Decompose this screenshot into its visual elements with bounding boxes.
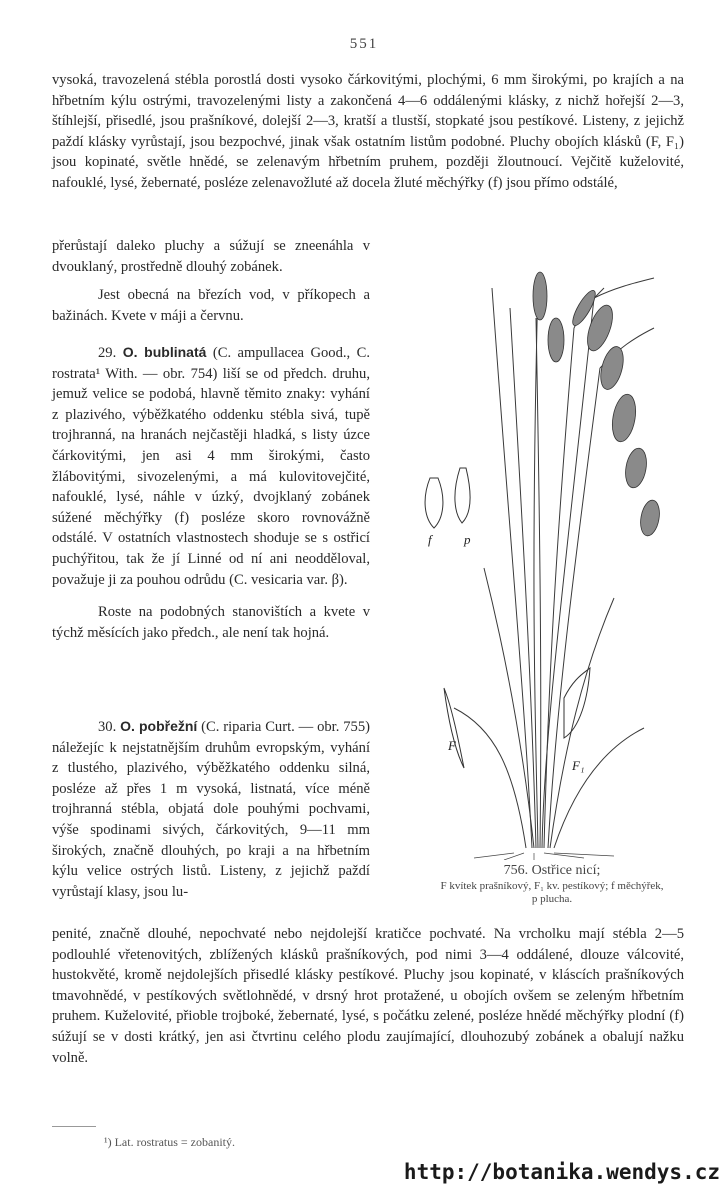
species-29-number: 29. (98, 345, 117, 361)
footnote: ¹) Lat. rostratus = zobanitý. (104, 1135, 235, 1149)
species-30-text-left: (C. riparia Curt. — obr. 755) náležejíc k nejstatnějším druhům evropským, vyhání z tlustého, plazivého, výběžkatého oddenku silná, posléze až přes 1 m vysoká, listnatá, více méně trojhranná stébla, objatá dole pouhými pochvami, výše spodinami sivých, čárkovitých, 9—11 mm širokých, značně dlouhých, po kraji a na hřbetním kýlu velice ostrých listů. Listeny, z jejichž paždí vyrůstají klasy, jsou lu- (52, 719, 370, 900)
leaf-stroke (492, 288, 532, 848)
left-column-upper (52, 236, 370, 326)
species-29-name: O. bublinatá (122, 344, 207, 360)
intro-paragraph (52, 70, 684, 194)
glume-detail (455, 468, 470, 523)
caption-line-2: p plucha. (531, 893, 573, 905)
intro-continuation: přerůstají daleko pluchy a súžují se zneenáhla v dvouklaný, prostředně dlouhý zobánek. (52, 238, 370, 275)
species-29-text: (C. ampullacea Good., C. rostrata¹ With. — obr. 754) liší se od předch. druhu, jemuž velice se podobá, hlavně těmito znaky: vyhání z plazivého, výběžkatého oddenku stébla sivá, tupě trojhranná, na hranách nejčastěji hladká, s listy úzce čárkovitými, jen asi 4 mm širokými, často žlábovitými, sivozelenými, a má kulovitovejčité, nafouklé, lysé, náhle v úzký, dvojklaný zobánek súžené měchýřky (f) posléze skoro rovnovážně odstálé. V ostatních vlastnostech shoduje se s ostřicí puchýřitou, tak že jí Linné od ní ani neodděloval, považuje ji za pouhou odrůdu (C. vesicaria var. β). (52, 345, 370, 588)
label-F: F (448, 738, 456, 753)
figure-caption (402, 862, 702, 906)
intro-text: vysoká, travozelená stébla porostlá dosti vysoko čárkovitými, plochými, 6 mm širokými, po krajích a na hřbetním kýlu ostrými, travozelenými listy a zakončená 4—6 oddálenými klásky, z nichž hořejší 2—3, štíhlejší, přisedlé, jsou prašníkové, dolejší 2—3, kratší a tlustší, stopkaté jsou pestíkové. Listeny, z jejichž paždí klásky vyrůstají, jsou bezpochvé, jinak však ostatním listům podobné. Pluchy obojích klásků (F, F₁) jsou kopinaté, světle hnědé, se zelenavým hřbetním pruhem, později žloutnoucí. Vejčitě kuželovité, nafouklé, lysé, žebernaté, posléze zelenavožluté až docela žluté měchýřky (f) jsou přímo odstálé, (52, 72, 684, 191)
species-30-block (52, 716, 370, 902)
watermark-url: http://botanika.wendys.cz (403, 1160, 720, 1184)
footnote-rule (52, 1126, 96, 1127)
species-29-block (52, 342, 370, 643)
species-30-name: O. pobřežní (120, 718, 198, 734)
caption-title: 756. Ostřice nicí; (503, 863, 601, 878)
page-number: 551 (349, 36, 379, 52)
species-30-text-full: penité, značně dlouhé, nepochvaté nebo nejdolejší kratičce pochvaté. Na vrcholku mají stébla 2—5 podlouhlé vřetenovitých, zblížených klásků prašníkových, pod nimi 3—4 oddálené, dlouze válcovité, hustokvěté, kromě nejdolejších přisedlé klásky pestíkové. Pluchy jsou kopinaté, v kláscích prašníkových tmavohnědé, v pestíkových světlohnědé, v drsný hrot protažené, u obojích ovšem se zeleným hřbetním pruhem. Kuželovité, přioble trojboké, žebernaté, lysé, s počátku zelené, posléze hnědé měchýřky plodní (f) súžují se v dosti krátký, jen asi čtvrtinu celého plodu zaujímající, dlouhozubý zobánek a obalují nažku volně. (52, 926, 684, 1066)
botanical-illustration (414, 268, 696, 860)
species-29-habitat: Roste na podobných stanovištích a kvete v týchž měsících jako předch., ale není tak hojná. (52, 604, 370, 641)
species-30-number: 30. (98, 719, 117, 735)
label-p: p (464, 532, 471, 547)
species-30-continuation (52, 924, 684, 1068)
sedge-drawing (414, 268, 696, 860)
caption-line-1: F kvítek prašníkový, F₁ kv. pestíkový; f měchýřek, (440, 880, 664, 892)
label-F1: F₁ (572, 758, 585, 773)
utricle-detail (425, 478, 443, 528)
label-f: f (428, 532, 432, 547)
habitat-28: Jest obecná na březích vod, v příkopech a bažinách. Kvete v máji a červnu. (52, 287, 370, 324)
